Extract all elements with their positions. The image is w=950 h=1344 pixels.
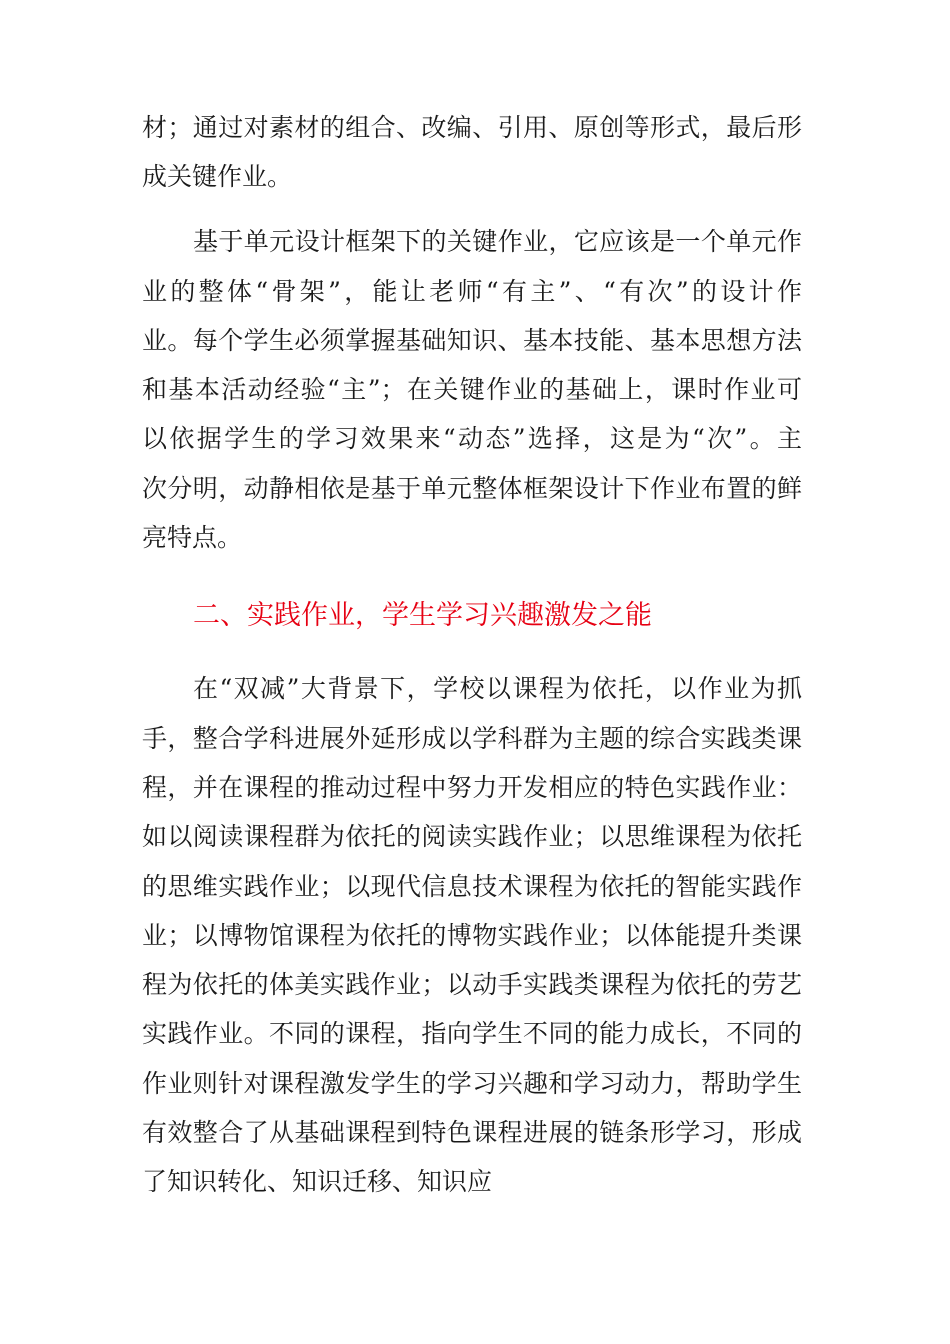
paragraph-3-line-8: 实践作业。不同的课程，指向学生不同的能力成长，不同的 <box>142 1019 802 1048</box>
paragraph-2-line-5: 以依据学生的学习效果来“动态”选择，这是为“次”。主 <box>142 424 802 453</box>
paragraph-3-line-1: 在“双减”大背景下，学校以课程为依托，以作业为抓 <box>193 674 802 703</box>
paragraph-1-line-1: 材；通过对素材的组合、改编、引用、原创等形式，最后形 <box>142 113 802 142</box>
paragraph-2-line-1: 基于单元设计框架下的关键作业，它应该是一个单元作 <box>193 227 802 256</box>
paragraph-3-line-10: 有效整合了从基础课程到特色课程进展的链条形学习，形成 <box>142 1118 802 1147</box>
paragraph-3-line-9: 作业则针对课程激发学生的学习兴趣和学习动力，帮助学生 <box>142 1069 802 1098</box>
paragraph-2-line-7: 亮特点。 <box>142 523 243 552</box>
paragraph-3-line-3: 程，并在课程的推动过程中努力开发相应的特色实践作业： <box>142 773 802 802</box>
paragraph-2-line-4: 和基本活动经验“主”；在关键作业的基础上，课时作业可 <box>142 375 802 404</box>
section-heading: 二、实践作业，学生学习兴趣激发之能 <box>193 600 652 631</box>
paragraph-3-line-6: 业；以博物馆课程为依托的博物实践作业；以体能提升类课 <box>142 921 802 950</box>
paragraph-2-line-3: 业。每个学生必须掌握基础知识、基本技能、基本思想方法 <box>142 326 802 355</box>
paragraph-3-line-2: 手，整合学科进展外延形成以学科群为主题的综合实践类课 <box>142 724 802 753</box>
paragraph-3-line-11: 了知识转化、知识迁移、知识应 <box>142 1167 493 1196</box>
paragraph-1-line-2: 成关键作业。 <box>142 162 293 191</box>
paragraph-3-line-4: 如以阅读课程群为依托的阅读实践作业；以思维课程为依托 <box>142 822 802 851</box>
paragraph-2-line-2: 业的整体“骨架”，能让老师“有主”、“有次”的设计作 <box>142 277 802 306</box>
paragraph-3-line-7: 程为依托的体美实践作业；以动手实践类课程为依托的劳艺 <box>142 970 802 999</box>
paragraph-3-line-5: 的思维实践作业；以现代信息技术课程为依托的智能实践作 <box>142 872 802 901</box>
paragraph-2-line-6: 次分明，动静相依是基于单元整体框架设计下作业布置的鲜 <box>142 474 802 503</box>
